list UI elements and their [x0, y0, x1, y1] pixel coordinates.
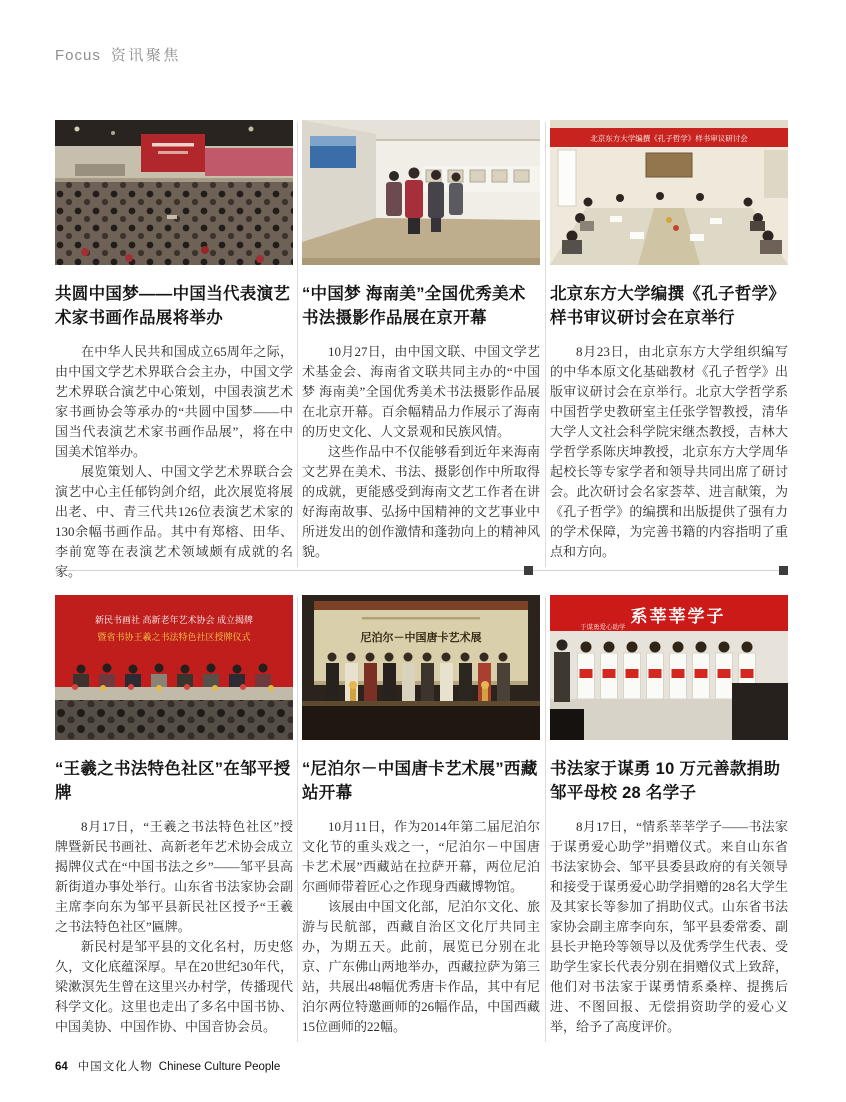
article-card: [302, 120, 540, 562]
magazine-title-cn: 中国文化人物: [77, 1061, 153, 1073]
article-body: [302, 342, 540, 562]
paragraph: 10月27日，由中国文联、中国文学艺术基金会、海南省文联共同主办的“中国梦 海南美”全国优秀美术书法摄影作品展在北京开幕。百余幅精品力作展示了海南的历史文化、人文景观和民族风情。: [302, 344, 540, 439]
divider-square-marker: [524, 566, 533, 575]
photo-banner-sub: 于谋勇爱心助学: [580, 624, 626, 631]
paragraph: 8月17日，“情系莘莘学子——书法家于谋勇爱心助学”捐赠仪式。来自山东省书法家协会、邹平县委县政府的有关领导和接受于谋勇爱心助学捐赠的28名大学生及其家长等参加了捐助仪式。山东省书法家协会副主席李向东，邹平县委常委、副县长尹艳玲等领导以及优秀学生代表、受助学生家长代表分别在捐赠仪式上致辞，他们对书法家于谋勇情系桑梓、提携后进、不图回报、无偿捐资助学的爱心义举，给予了高度评价。: [550, 819, 788, 1034]
article-card: [55, 595, 293, 1037]
photo-thangka-exhibition-stage: [302, 595, 540, 740]
photo-banner-line2: 暨省书协王羲之书法特色社区授牌仪式: [97, 632, 251, 642]
paragraph: 在中华人民共和国成立65周年之际，由中国文学艺术界联合会主办，中国文学艺术界联合演艺中心策划，中国表演艺术家书画协会等承办的“共圆中国梦——中国当代表演艺术家书画作品展”，将在中国美术馆举办。: [55, 344, 293, 459]
section-header: [55, 44, 181, 65]
article-title: 书法家于谋勇 10 万元善款捐助邹平母校 28 名学子: [550, 760, 781, 802]
photo-banner-line1: 新民书画社 高新老年艺术协会 成立揭牌: [94, 615, 254, 625]
photo-donation-ceremony: [550, 595, 788, 740]
paragraph: 10月11日，作为2014年第二届尼泊尔文化节的重头戏之一，“尼泊尔－中国唐卡艺术展”西藏站在拉萨开幕，两位尼泊尔画师带着匠心之作现身西藏博物馆。: [302, 819, 540, 894]
article-body: [55, 817, 293, 1037]
article-body: [550, 342, 788, 562]
article-title: 北京东方大学编撰《孔子哲学》样书审议研讨会在京举行: [550, 285, 786, 327]
article-card: [302, 595, 540, 1037]
photo-banner-text: 尼泊尔－中国唐卡艺术展: [360, 632, 482, 644]
paragraph: 该展由中国文化部，尼泊尔文化、旅游与民航部，西藏自治区文化厅共同主办，为期五天。此前，展览已分别在北京、广东佛山两地举办，西藏拉萨为第三站，共展出48幅优秀唐卡作品，其中有尼泊尔两位特邀画师的26幅作品，中国西藏15位画师的22幅。: [302, 899, 540, 1034]
article-card: [55, 120, 293, 582]
article-title: “尼泊尔－中国唐卡艺术展”西藏站开幕: [302, 760, 538, 802]
column-divider: [297, 122, 298, 567]
column-divider: [545, 122, 546, 567]
page-number: 64: [55, 1061, 68, 1073]
article-card: [550, 595, 788, 1037]
page-footer: [55, 1058, 280, 1074]
photo-seminar-meeting: [550, 120, 788, 265]
photo-gallery-visit: [302, 120, 540, 265]
magazine-title-en: Chinese Culture People: [158, 1061, 281, 1073]
article-body: [55, 342, 293, 582]
article-body: [550, 817, 788, 1037]
article-title: “王羲之书法特色社区”在邹平授牌: [55, 760, 291, 802]
paragraph: 新民村是邹平县的文化名村，历史悠久，文化底蕴深厚。早在20世纪30年代，梁漱溟先生曾在这里兴办村学，传播现代科学文化。这里也走出了多名中国书协、中国美协、中国作协、中国音协会员。: [55, 939, 293, 1034]
column-divider: [297, 597, 298, 1042]
article-card: [550, 120, 788, 562]
paragraph: 8月17日，“王羲之书法特色社区”授牌暨新民书画社、高新老年艺术协会成立揭牌仪式在“中国书法之乡”——邹平县高新街道办事处举行。山东省书法家协会副主席李向东为邹平县新民社区授予“王羲之书法特色社区”匾牌。: [55, 819, 293, 934]
divider-square-marker: [779, 566, 788, 575]
article-title: 共圆中国梦——中国当代表演艺术家书画作品展将举办: [55, 285, 291, 327]
paragraph: 展览策划人、中国文学艺术界联合会演艺中心主任郁钧剑介绍，此次展览将展出老、中、青三代共126位表演艺术家的130余幅书画作品。其中有郑榕、田华、李前宽等在表演艺术领域颇有成就的名家。: [55, 464, 293, 579]
paragraph: 这些作品中不仅能够看到近年来海南文艺界在美术、书法、摄影创作中所取得的成就，更能感受到海南文艺工作者在讲好海南故事、弘扬中国精神的文艺事业中所迸发出的创作激情和蓬勃向上的精神风貌。: [302, 444, 540, 559]
photo-plaque-ceremony: [55, 595, 293, 740]
column-divider: [545, 597, 546, 1042]
header-focus-en: Focus: [55, 47, 101, 64]
header-focus-cn: 资讯聚焦: [110, 47, 181, 64]
photo-conference-hall: [55, 120, 293, 265]
photo-banner-text: 北京东方大学编撰《孔子哲学》样书审议研讨会: [590, 134, 748, 143]
article-title: “中国梦 海南美”全国优秀美术书法摄影作品展在京开幕: [302, 285, 526, 327]
article-body: [302, 817, 540, 1037]
photo-banner-main: 系莘莘学子: [630, 607, 726, 626]
paragraph: 8月23日，由北京东方大学组织编写的中华本原文化基础教材《孔子哲学》出版审议研讨会在京举行。北京大学哲学系中国哲学史教研室主任张学智教授，清华大学人文社会科学院宋继杰教授，吉林大学哲学系陈庆坤教授，北京东方大学周华起校长等专家学者和领导共同出席了研讨会。此次研讨会名家荟萃、进言献策，为《孔子哲学》的编撰和出版提供了强有力的学术保障，为完善书籍的内容指明了重点和方向。: [550, 344, 788, 559]
